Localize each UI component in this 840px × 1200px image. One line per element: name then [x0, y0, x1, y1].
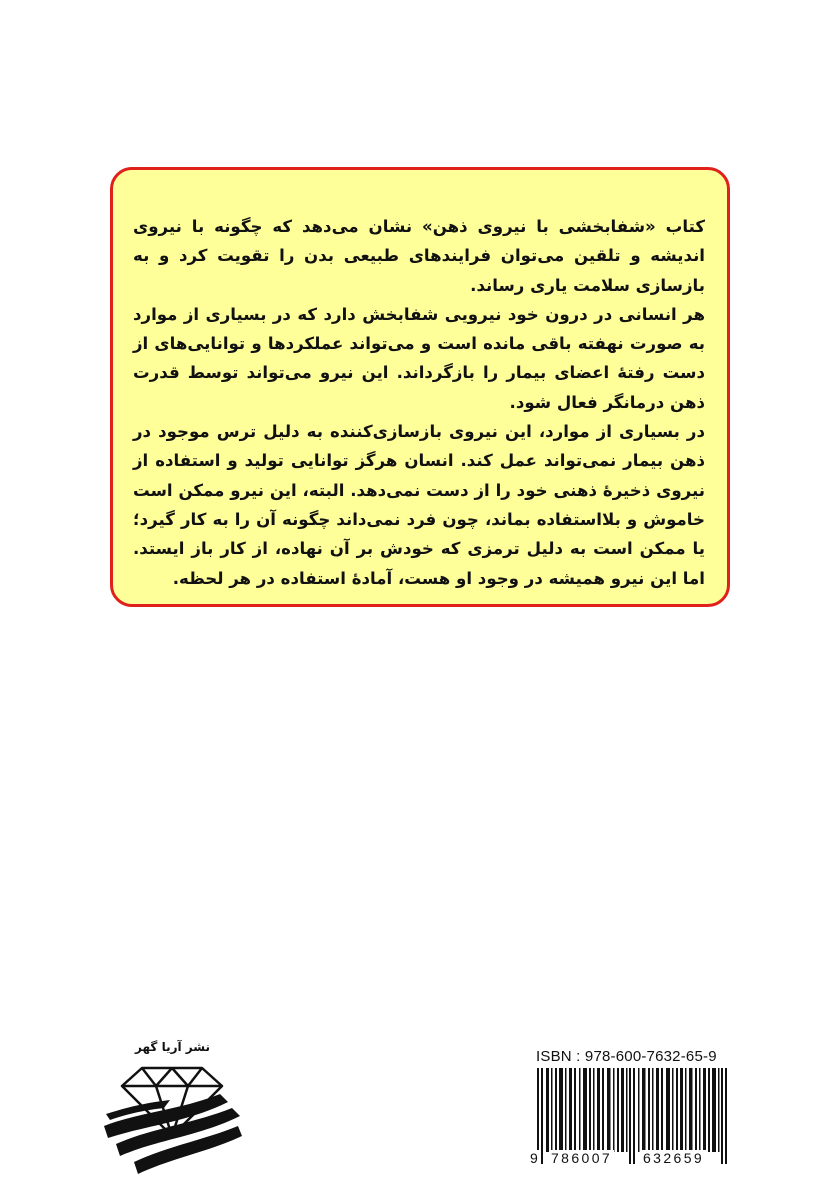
- barcode-first-digit: 9: [530, 1150, 538, 1166]
- isbn-barcode: [523, 1068, 735, 1170]
- barcode-right-digits: 632659: [643, 1150, 705, 1166]
- back-cover-blurb-box: [110, 167, 730, 607]
- barcode-left-digits: 786007: [551, 1150, 613, 1166]
- blurb-paragraph-3: در بسیاری از موارد، این نیروی بازسازی‌کننده به دلیل ترس موجود در ذهن بیمار نمی‌تواند عمل کند. انسان هرگز توانایی تولید و استفاده از نیروی ذخیرهٔ ذهنی خود را از دست نمی‌دهد. البته، این نیرو ممکن است خاموش و بلااستفاده بماند، چون فرد نمی‌داند چگونه آن را به کار گیرد؛ یا ممکن است به دلیل ترمزی که خودش بر آن نهاده، از کار باز ایستد. اما این نیرو همیشه در وجود او هست، آمادهٔ استفاده در هر لحظه.: [133, 422, 705, 588]
- publisher-logo: [100, 1040, 245, 1180]
- diamond-logo-icon: [100, 1040, 245, 1180]
- publisher-name: نشر آریا گهر: [135, 1040, 210, 1054]
- blurb-paragraph-1: کتاب «شفابخشی با نیروی ذهن» نشان می‌دهد که چگونه با نیروی اندیشه و تلقین می‌توان فرایندهای طبیعی بدن را تقویت کرد و به بازسازی سلامت یاری رساند.: [133, 217, 705, 295]
- isbn-label: ISBN : 978-600-7632-65-9: [536, 1048, 717, 1065]
- blurb-paragraph-2: هر انسانی در درون خود نیرویی شفابخش دارد که در بسیاری از موارد به صورت نهفته باقی مانده است و می‌تواند عملکردها و توانایی‌های از دست رفتهٔ اعضای بیمار را بازگرداند. این نیرو می‌تواند توسط قدرت ذهن درمانگر فعال شود.: [133, 304, 705, 412]
- barcode-digits: [523, 1150, 735, 1170]
